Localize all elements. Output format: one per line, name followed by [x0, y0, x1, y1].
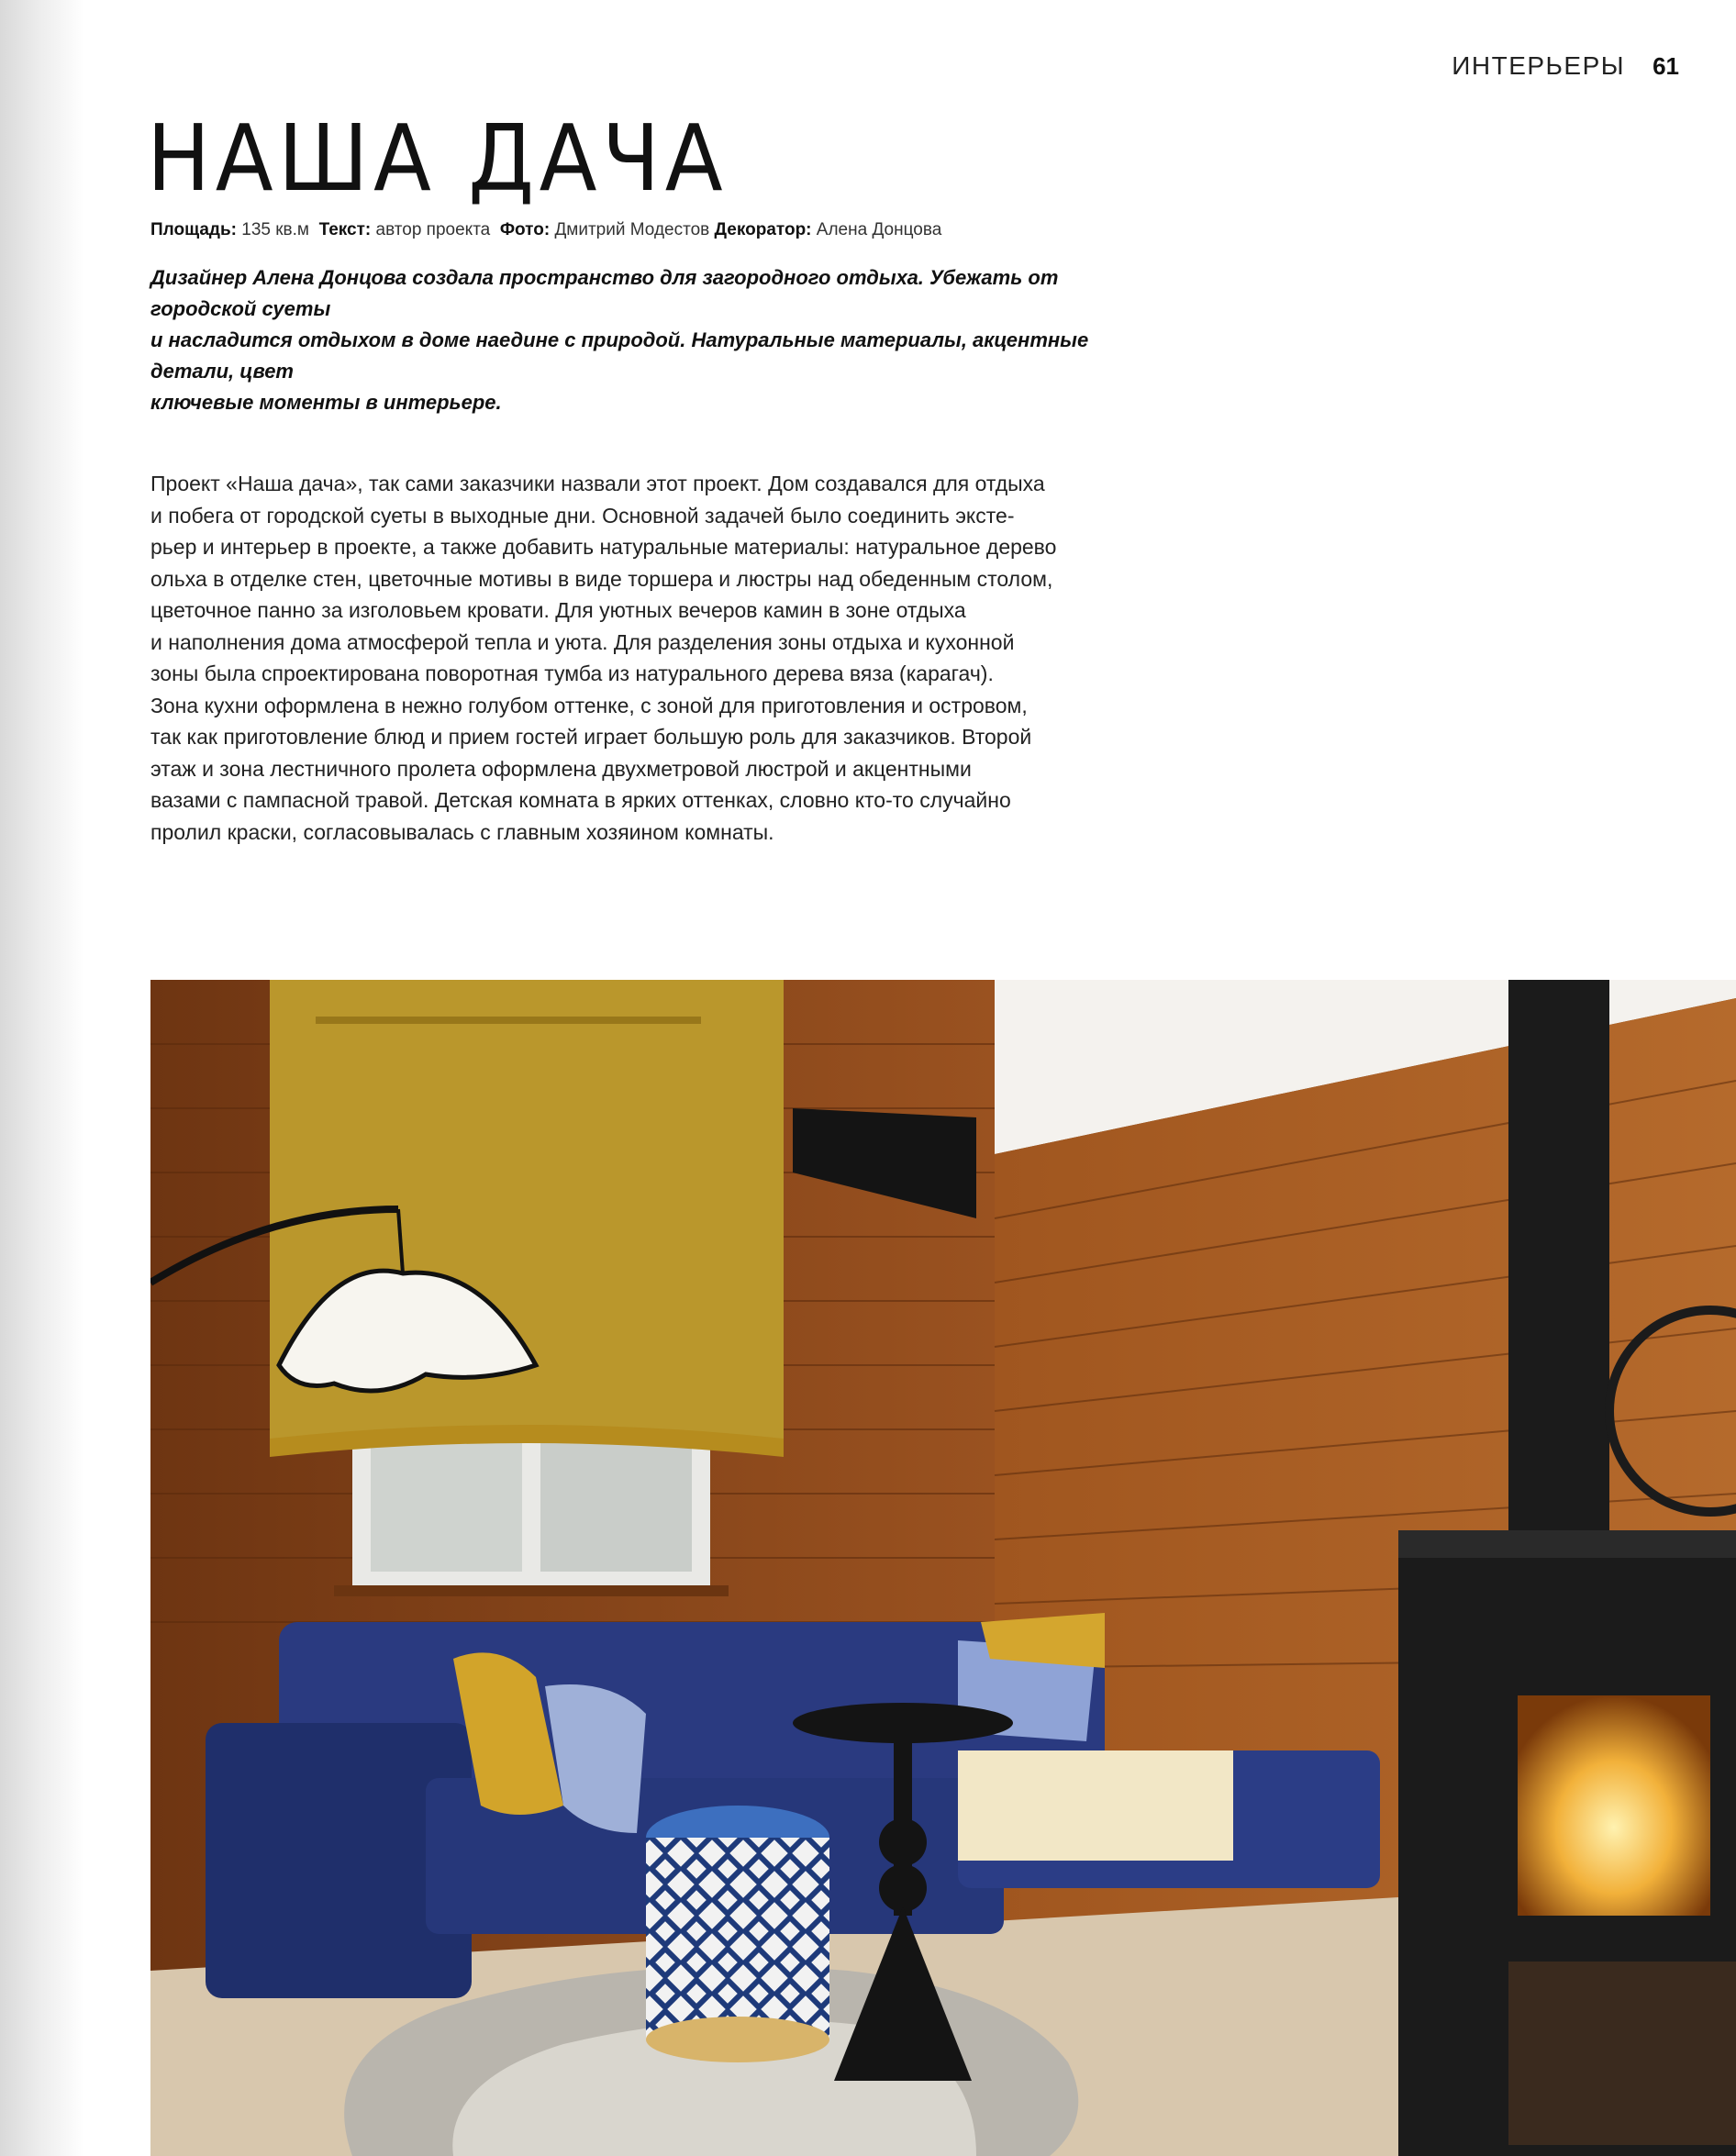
- lead-line: Дизайнер Алена Донцова создала пространство для загородного отдыха. Убежать от городской суеты: [150, 266, 1059, 320]
- body-line: этаж и зона лестничного пролета оформлена двухметровой люстрой и акцентными: [150, 756, 972, 781]
- interior-photo: [150, 980, 1736, 2156]
- article-lead: [150, 262, 1141, 418]
- body-line: Зона кухни оформлена в нежно голубом оттенке, с зоной для приготовления и островом,: [150, 693, 1028, 717]
- credit-decorator-label: Декоратор:: [714, 220, 812, 239]
- running-head: [1452, 51, 1679, 81]
- body-line: Проект «Наша дача», так сами заказчики назвали этот проект. Дом создавался для отдыха: [150, 472, 1045, 495]
- window: [334, 1429, 729, 1596]
- book-spine-shadow: [0, 0, 84, 2156]
- body-line: цветочное панно за изголовьем кровати. Для уютных вечеров камин в зоне отдыха: [150, 598, 966, 622]
- body-line: пролил краски, согласовывалась с главным хозяином комнаты.: [150, 819, 774, 844]
- credit-area-label: Площадь:: [150, 220, 237, 239]
- credit-area-value: 135 кв.м: [241, 220, 309, 239]
- credit-text-label: Текст:: [318, 220, 372, 239]
- body-line: и побега от городской суеты в выходные дни. Основной задачей было соединить эксте-: [150, 503, 1015, 528]
- section-name: ИНТЕРЬЕРЫ: [1452, 51, 1626, 80]
- patterned-ottoman: [646, 1806, 829, 2062]
- article-title: НАША ДАЧА: [147, 105, 729, 212]
- body-line: ольха в отделке стен, цветочные мотивы в виде торшера и люстры над обеденным столом,: [150, 566, 1053, 591]
- credit-photo-label: Фото:: [499, 220, 551, 239]
- body-line: так как приготовление блюд и прием гостей играет большую роль для заказчиков. Второй: [150, 725, 1032, 749]
- article-credits: [150, 220, 941, 240]
- page-number: 61: [1653, 52, 1679, 80]
- body-line: рьер и интерьер в проекте, а также добавить натуральные материалы: натуральное дерево: [150, 535, 1057, 559]
- body-line: вазами с пампасной травой. Детская комната в ярких оттенках, словно кто-то случайно: [150, 788, 1011, 812]
- credit-text-value: автор проекта: [375, 220, 491, 239]
- credit-decorator-value: Алена Донцова: [816, 220, 942, 239]
- body-line: и наполнения дома атмосферой тепла и уюта. Для разделения зоны отдыха и кухонной: [150, 629, 1015, 654]
- body-line: зоны была спроектирована поворотная тумба из натурального дерева вяза (карагач).: [150, 661, 994, 685]
- lead-line: ключевые моменты в интерьере.: [150, 391, 502, 414]
- article-body: [150, 468, 1141, 848]
- credit-photo-value: Дмитрий Модестов: [554, 220, 710, 239]
- lead-line: и насладится отдыхом в доме наедине с природой. Натуральные материалы, акцентные детали, цвет: [150, 328, 1089, 383]
